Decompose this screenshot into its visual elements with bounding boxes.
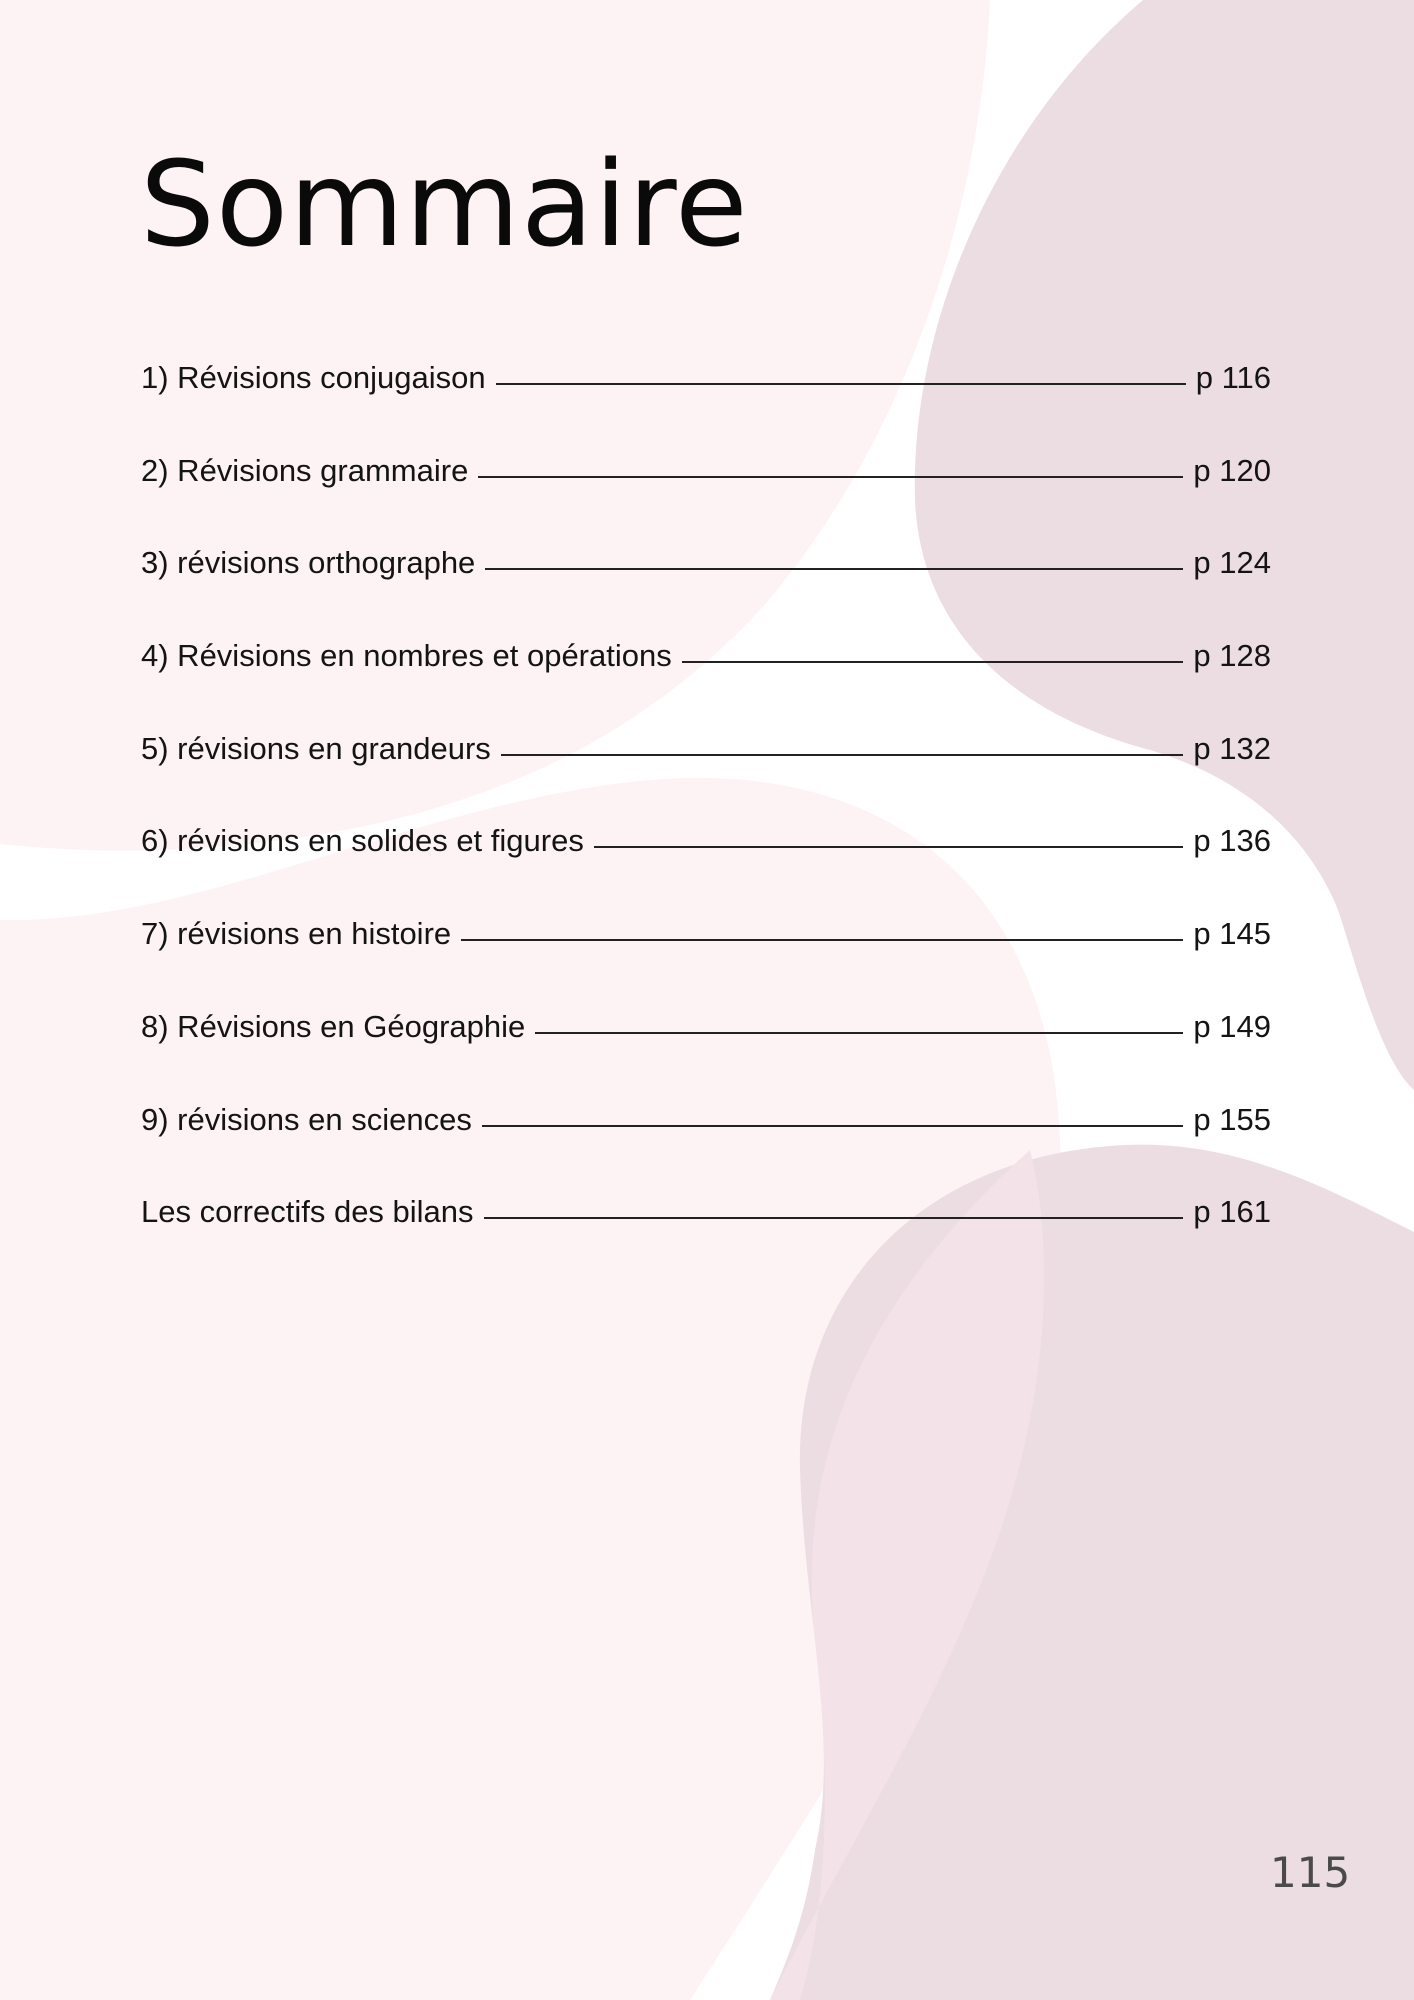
toc-entry-page: p 116 [1195,360,1271,395]
toc-entry-label: 5) révisions en grandeurs [141,730,491,766]
toc-entry[interactable] [141,360,1271,453]
toc-entry-label: 6) révisions en solides et figures [141,823,584,859]
toc-leader-line [485,568,1183,570]
toc-entry[interactable] [141,823,1271,916]
toc-entry[interactable] [141,453,1271,546]
toc-entry[interactable] [141,731,1271,824]
toc-entry[interactable] [141,916,1271,1009]
toc-leader-line [682,661,1184,663]
toc-entry-page: p 132 [1193,730,1271,766]
toc-entry[interactable] [141,1009,1271,1102]
toc-entry-page: p 136 [1193,823,1271,859]
toc-leader-line [478,476,1183,478]
toc-entry-label: 4) Révisions en nombres et opérations [141,638,672,674]
toc-entry[interactable] [141,1194,1271,1287]
toc-leader-line [535,1032,1183,1034]
toc-entry[interactable] [141,1102,1271,1195]
toc-entry-label: 3) révisions orthographe [141,545,476,581]
toc-leader-line [482,1125,1184,1127]
toc-entry-page: p 161 [1193,1194,1271,1230]
toc-entry-label: 1) Révisions conjugaison [141,360,486,395]
toc-entry-label: 8) Révisions en Géographie [141,1008,526,1044]
toc-entry-label: 7) révisions en histoire [141,916,452,952]
toc-leader-line [461,939,1183,941]
toc-entry-page: p 145 [1193,916,1271,952]
toc-leader-line [594,846,1184,848]
toc-entry-page: p 124 [1193,545,1271,581]
toc-entry-page: p 149 [1193,1008,1271,1044]
toc-leader-line [484,1217,1184,1219]
toc-leader-line [496,383,1186,385]
toc-entry-page: p 120 [1193,452,1271,488]
toc-leader-line [501,754,1184,756]
toc-entry[interactable] [141,545,1271,638]
page-number: 115 [1270,1848,1351,1897]
page-title: Sommaire [140,135,749,273]
toc-entry-page: p 155 [1193,1101,1271,1137]
table-of-contents [141,360,1271,1287]
toc-entry-page: p 128 [1193,638,1271,674]
toc-entry-label: 2) Révisions grammaire [141,452,469,488]
toc-entry[interactable] [141,638,1271,731]
toc-entry-label: 9) révisions en sciences [141,1101,472,1137]
toc-entry-label: Les correctifs des bilans [141,1194,474,1230]
